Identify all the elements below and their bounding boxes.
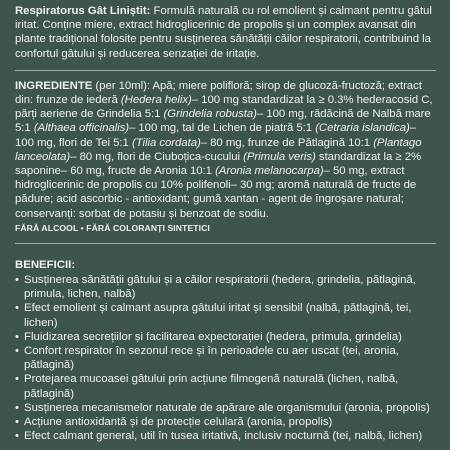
ingredients-title: INGREDIENTE xyxy=(15,79,93,92)
benefit-item xyxy=(15,330,436,344)
latin-name: (Hedera helix) xyxy=(120,94,192,107)
benefits-list xyxy=(15,273,436,443)
benefit-text: Acțiune antioxidantă și de protecție celulară (aronia, propolis) xyxy=(24,416,333,429)
latin-name: (Primula veris) xyxy=(243,150,316,163)
bullet-icon: • xyxy=(15,345,19,358)
ingredients-text: – 100 mg, rădăcină de Nalbă mare 5:1 xyxy=(15,108,431,135)
benefit-text: Susținerea mecanismelor naturale de apărare ale organismului (aronia, propolis) xyxy=(24,401,430,414)
benefit-text: Protejarea mucoasei gâtului prin acțiune filmogenă naturală (lichen, nalbă, pătlagină) xyxy=(24,373,399,400)
benefit-text: Susținerea sănătății gâtului și a căilor respiratorii (hedera, grindelia, pătlagină, primula, lichen, nalbă) xyxy=(24,274,416,301)
bullet-icon: • xyxy=(15,330,19,343)
benefit-item xyxy=(15,273,436,301)
latin-name: (Tilia cordata) xyxy=(131,136,201,149)
benefit-item xyxy=(15,344,436,372)
bullet-icon: • xyxy=(15,302,19,315)
benefit-item xyxy=(15,372,436,400)
benefit-item xyxy=(15,415,436,429)
ingredients-text: – 80 mg, flori de Ciuboțica-cucului xyxy=(70,150,244,163)
product-name: Respiratorus Gât Liniștit: xyxy=(15,5,151,17)
benefit-text: Efect calmant general, util în tusea iritativă, inclusiv nocturnă (tei, nalbă, lichen) xyxy=(24,430,423,443)
latin-name: (Grindelia robusta) xyxy=(163,108,257,121)
divider-1 xyxy=(15,70,436,71)
latin-name: (Cetraria islandica) xyxy=(315,122,410,135)
benefit-text: Confort respirator în sezonul rece și în perioadele cu aer uscat (tei, aronia, pătlagină) xyxy=(24,345,399,372)
ingredients-text: – 100 mg standardizat la ≥ 0.3% hederacosid C, părți aeriene de Grindelia 5:1 xyxy=(15,94,433,121)
bullet-icon: • xyxy=(15,373,19,386)
ingredients-text: – 100 mg, tal de Lichen de piatră 5:1 xyxy=(129,122,316,135)
intro-text: Formulă naturală cu rol emolient și calmant pentru gâtul iritat. Conține miere, extract hidroglicerinic de propolis și un complex avansat din plante tradițional folosite pentru susținerea sănătății căilor respiratorii, contribuind la confortul gâtului și reducerea senzației de iritație. xyxy=(15,5,432,60)
ingredients-text: – 100 mg, flori de Tei 5:1 xyxy=(15,122,417,149)
ingredients-text: – 80 mg, frunze de Pătlagină 10:1 xyxy=(200,136,374,149)
benefit-text: Fluidizarea secrețiilor și facilitarea expectorației (hedera, primula, grindelia) xyxy=(24,330,402,343)
divider-2 xyxy=(15,243,436,244)
bullet-icon: • xyxy=(15,416,19,429)
benefit-item xyxy=(15,401,436,415)
benefit-text: Efect emolient și calmant asupra gâtului iritat și sensibil (nalbă, pătlagină, tei, lichen) xyxy=(24,302,412,329)
bullet-icon: • xyxy=(15,274,19,287)
latin-name: (Aronia melanocarpa) xyxy=(215,165,324,178)
free-from-tags: FĂRĂ ALCOOL • FĂRĂ COLORANȚI SINTETICI xyxy=(15,222,210,233)
benefit-item xyxy=(15,301,436,329)
benefit-item xyxy=(15,429,436,443)
latin-name: (Plantago lanceolata) xyxy=(15,136,422,163)
ingredients-text: (per 10ml): Apă; miere polifloră; sirop de glucoză-fructoză; extract din: frunze de iederă xyxy=(15,79,422,107)
bullet-icon: • xyxy=(15,401,19,414)
ingredients-text: – 50 mg, extract hidroglicerinic de propolis cu 10% polifenoli– 30 mg; aromă naturală de fructe de pădure; acid ascorbic - antioxidant; gumă xantan - agent de îngroșare natural; conservanți: sorbat de potasiu și benzoat de sodiu. xyxy=(15,165,417,220)
latin-name: (Althaea officinalis) xyxy=(33,122,129,135)
intro-paragraph xyxy=(15,4,436,61)
benefits-title: BENEFICII: xyxy=(15,258,76,271)
ingredients-text: standardizat la ≥ 2% saponine– 60 mg, fructe de Aronia 10:1 xyxy=(15,150,422,178)
bullet-icon: • xyxy=(15,430,19,443)
ingredients-paragraph xyxy=(15,79,436,221)
